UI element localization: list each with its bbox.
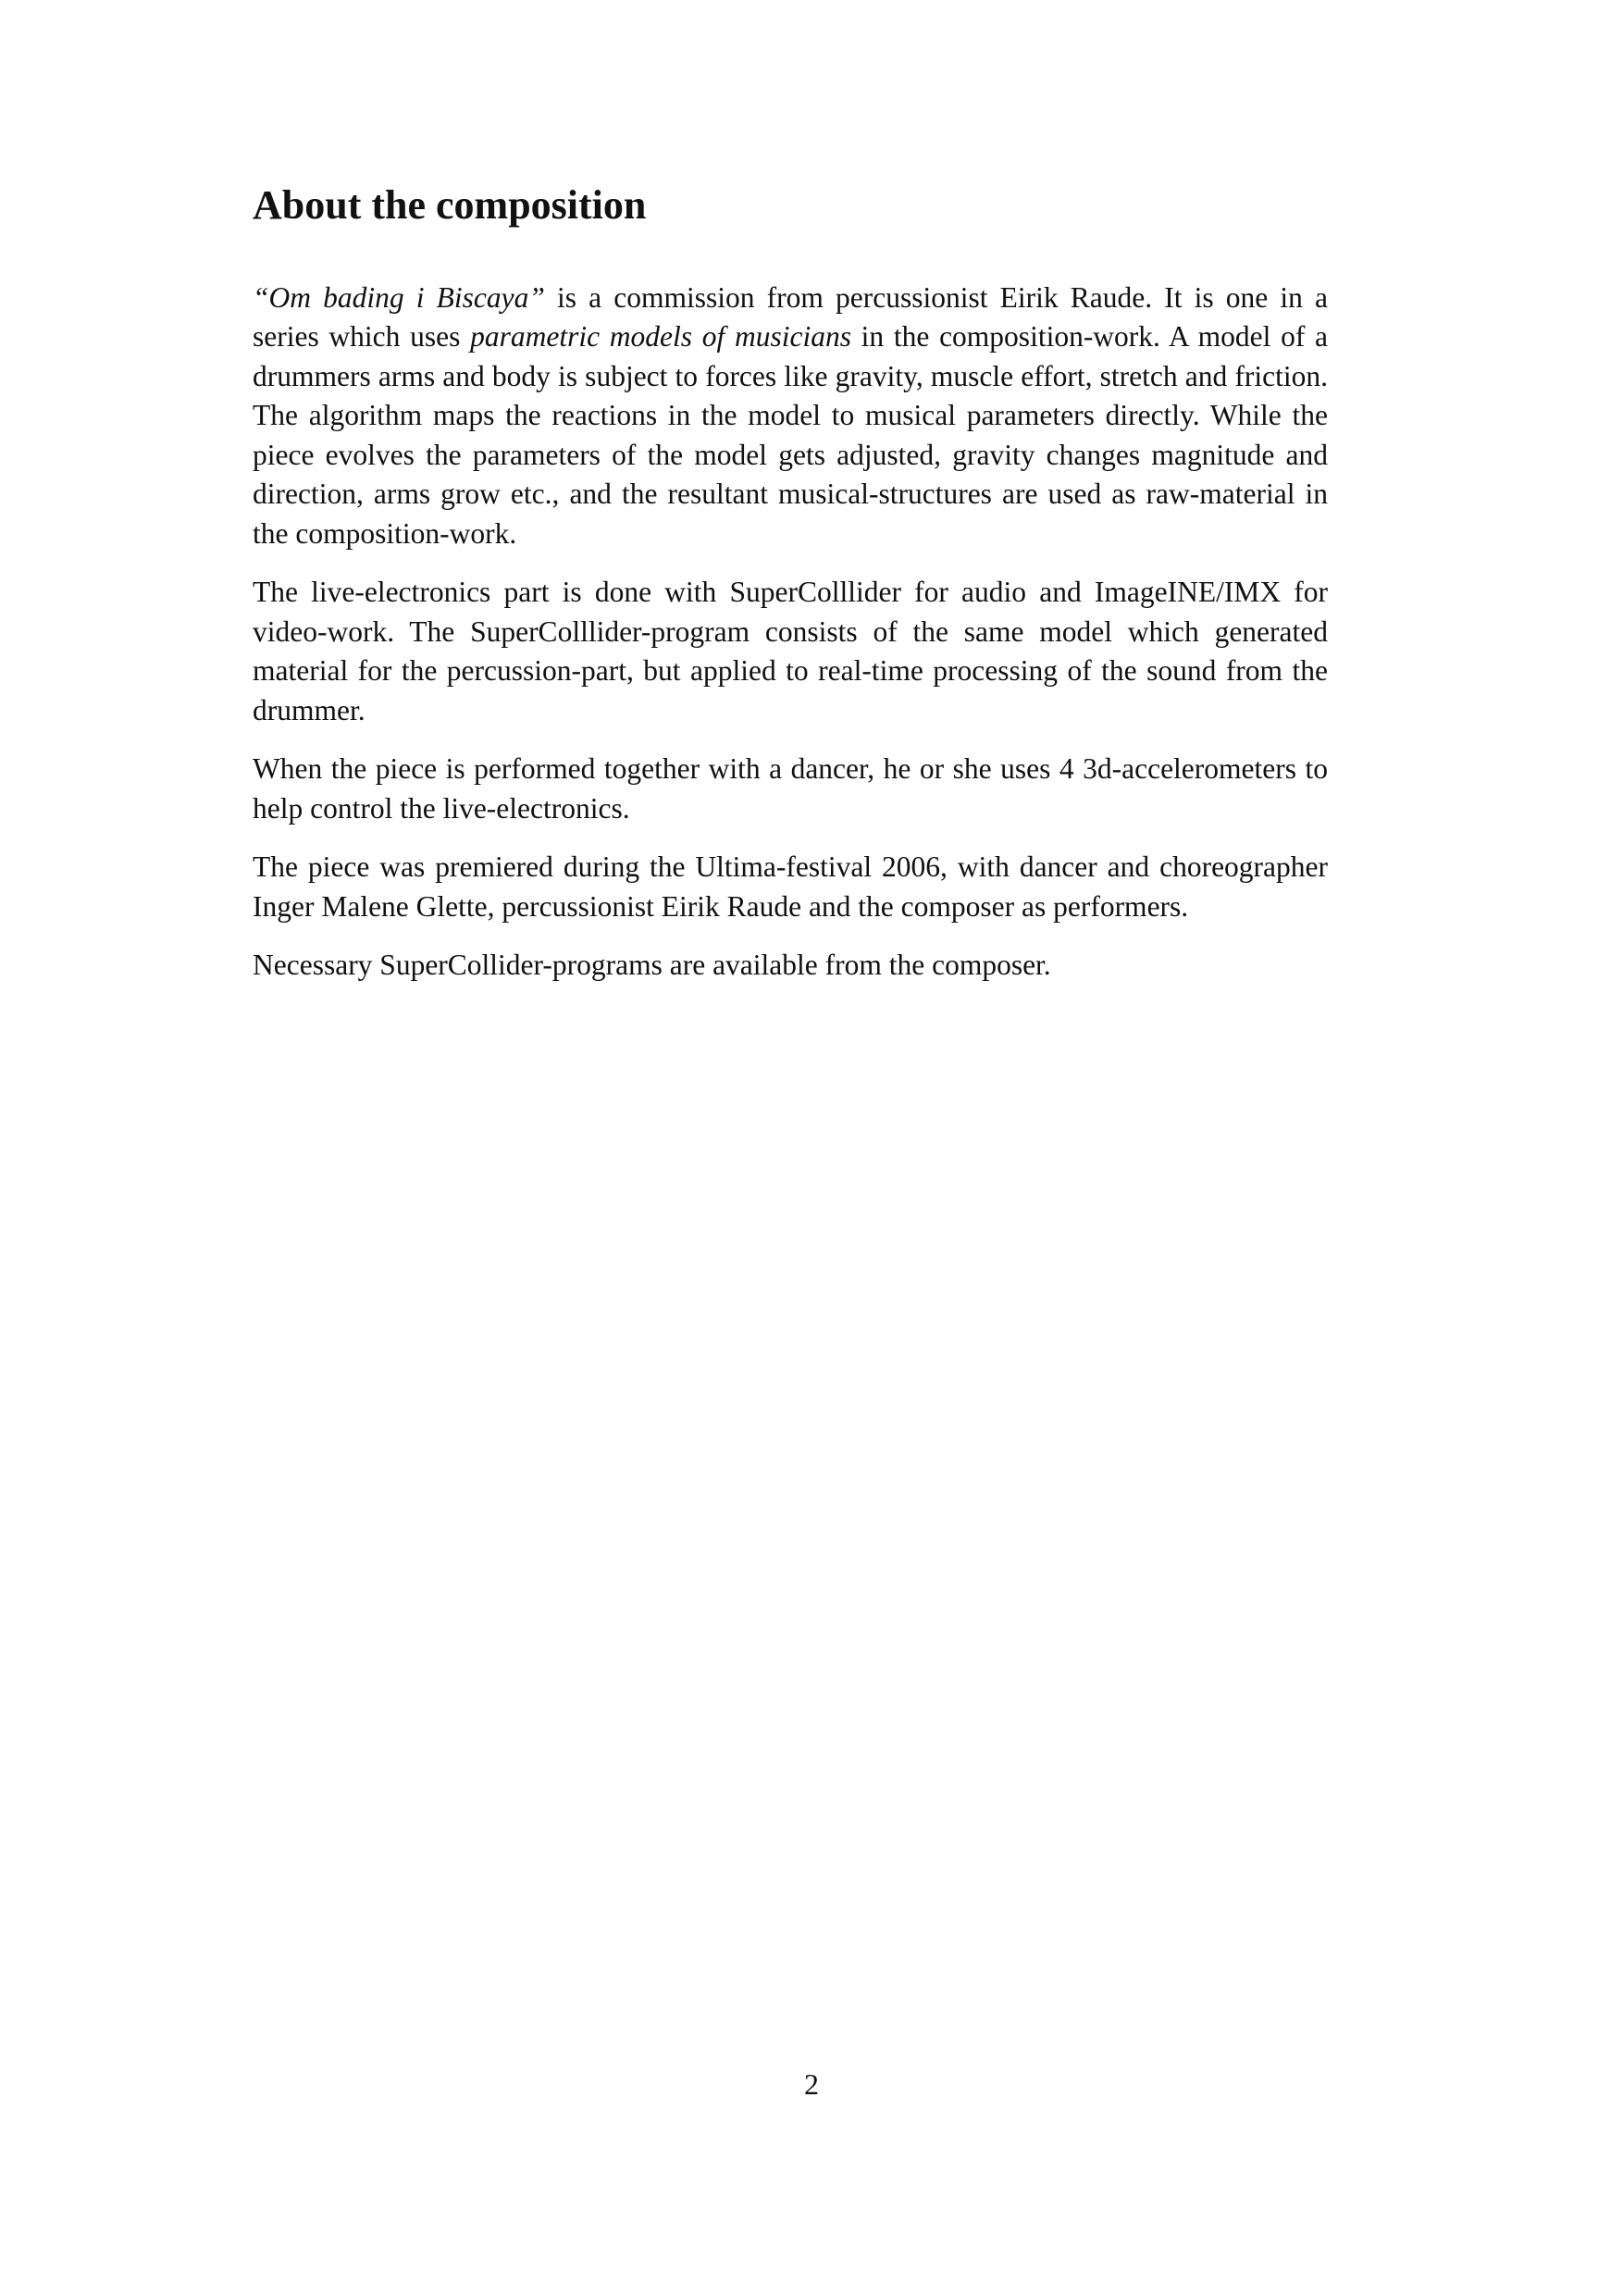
- page-content: [253, 181, 1328, 1005]
- paragraph-commission-text-b: in the composition-work. A model of a drummers arms and body is subject to forces like gravity, muscle effort, stretch and friction. The algorithm maps the reactions in the model to musical parameters directly. While the piece evolves the parameters of the model gets adjusted, gravity changes magnitude and direction, arms grow etc., and the resultant musical-structures are used as raw-material in the composition-work.: [253, 320, 1328, 550]
- paragraph-live-electronics: The live-electronics part is done with SuperColllider for audio and ImageINE/IMX for video-work. The SuperColllider-program consists of the same model which generated material for the percussion-part, but applied to real-time processing of the sound from the drummer.: [253, 576, 1328, 726]
- section-heading: About the composition: [253, 182, 647, 228]
- body-text: [253, 279, 1328, 986]
- paragraph-commission: [253, 279, 1328, 554]
- work-title: “Om bading i Biscaya”: [253, 280, 545, 314]
- page-number: 2: [804, 2067, 819, 2101]
- emphasis-parametric-models: parametric models of musicians: [470, 320, 851, 354]
- paragraph-dancer: When the piece is performed together with a dancer, he or she uses 4 3d-accelerometers to help control the live-electronics.: [253, 752, 1328, 825]
- paragraph-commission-text-a: is a commission from percussionist Eirik Raude. It is one in a series which uses: [253, 280, 1328, 354]
- paragraph-premiere: The piece was premiered during the Ultima-festival 2006, with dancer and choreographer Inger Malene Glette, percussionist Eirik Raude and the composer as performers.: [253, 850, 1328, 923]
- paragraph-availability: Necessary SuperCollider-programs are available from the composer.: [253, 949, 1051, 982]
